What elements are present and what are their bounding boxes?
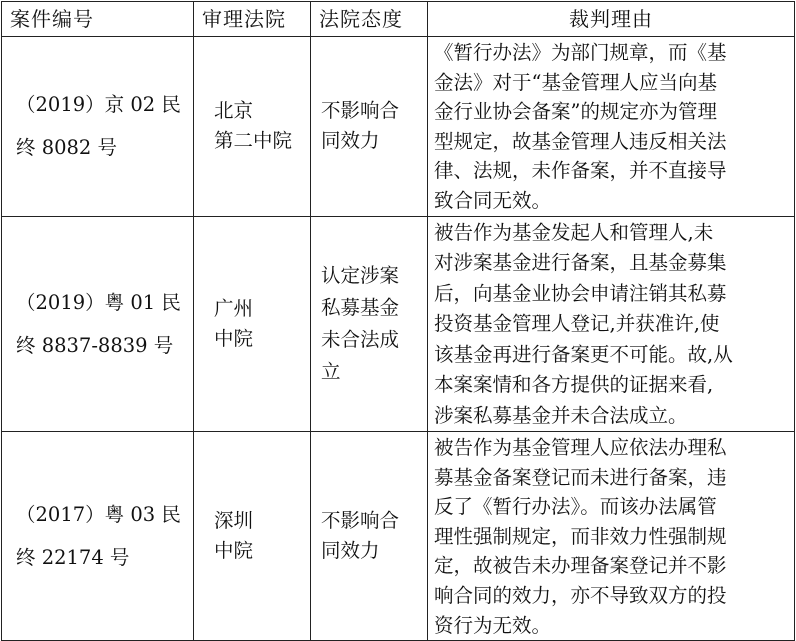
table-row	[2, 216, 795, 432]
header-judgment-reason: 裁判理由	[428, 2, 795, 37]
case-number-line: （2019）粤 01 民	[16, 290, 181, 314]
attitude-line: 立	[321, 359, 341, 383]
reason-line: 涉案私募基金并未合法成立。	[434, 403, 688, 427]
attitude-line: 不影响合	[321, 99, 400, 123]
court-line: 深圳	[214, 509, 254, 533]
case-number-line: （2019）京 02 民	[16, 93, 181, 117]
attitude-cell	[311, 216, 428, 432]
reason-line: 对涉案基金进行备案，且基金募集	[434, 251, 727, 275]
attitude-cell	[311, 432, 428, 641]
attitude-cell	[311, 37, 428, 217]
table-row	[2, 432, 795, 641]
reason-cell	[428, 216, 795, 432]
reason-line: 投资基金管理人登记,并获准许,使	[434, 312, 720, 336]
case-number-cell	[2, 216, 194, 432]
reason-line: 型规定，故基金管理人违反相关法	[434, 129, 727, 153]
reason-line: 后，向基金业协会申请注销其私募	[434, 281, 727, 305]
reason-line: 响合同的效力，亦不导致双方的投	[434, 584, 727, 608]
header-court-attitude: 法院态度	[311, 2, 428, 37]
case-number-line: 终 8837-8839 号	[16, 333, 174, 357]
attitude-line: 认定涉案	[321, 263, 400, 287]
court-line: 北京	[214, 99, 254, 123]
court-line: 第二中院	[214, 129, 293, 153]
case-number-line: 终 8082 号	[16, 136, 118, 160]
reason-cell	[428, 37, 795, 217]
reason-cell	[428, 432, 795, 641]
reason-line: 律、法规，未作备案，并不直接导	[434, 159, 727, 183]
header-court: 审理法院	[194, 2, 311, 37]
reason-line: 该基金再进行备案更不可能。故,从	[434, 342, 733, 366]
case-number-line: 终 22174 号	[16, 546, 130, 570]
reason-line: 定，故被告未办理备案登记并不影	[434, 554, 727, 578]
reason-line: 致合同无效。	[434, 188, 552, 212]
attitude-line: 同效力	[321, 539, 380, 563]
reason-line: 被告作为基金管理人应依法办理私	[434, 436, 727, 460]
case-number-line: （2017）粤 03 民	[16, 503, 181, 527]
reason-line: 被告作为基金发起人和管理人,未	[434, 220, 714, 244]
attitude-line: 同效力	[321, 129, 380, 153]
reason-line: 募基金备案登记而未进行备案，违	[434, 465, 727, 489]
case-number-cell	[2, 37, 194, 217]
reason-line: 金法》对于“基金管理人应当向基	[434, 70, 717, 94]
court-line: 广州	[214, 296, 254, 320]
reason-line: 理性强制规定，而非效力性强制规	[434, 524, 727, 548]
attitude-line: 不影响合	[321, 509, 400, 533]
attitude-line: 私募基金	[321, 295, 400, 319]
court-line: 中院	[214, 326, 254, 350]
attitude-line: 未合法成	[321, 327, 400, 351]
court-cell	[194, 432, 311, 641]
case-table	[1, 1, 795, 641]
court-cell	[194, 216, 311, 432]
header-row	[2, 2, 795, 37]
reason-line: 反了《暂行办法》。而该办法属管	[434, 495, 717, 519]
case-number-cell	[2, 432, 194, 641]
reason-line: 金行业协会备案”的规定亦为管理	[434, 100, 717, 124]
header-case-number: 案件编号	[2, 2, 194, 37]
reason-line: 资行为无效。	[434, 613, 552, 637]
table-row	[2, 37, 795, 217]
reason-line: 《暂行办法》为部门规章，而《基	[434, 41, 727, 64]
reason-line: 本案案情和各方提供的证据来看,	[434, 373, 714, 397]
court-cell	[194, 37, 311, 217]
court-line: 中院	[214, 539, 254, 563]
